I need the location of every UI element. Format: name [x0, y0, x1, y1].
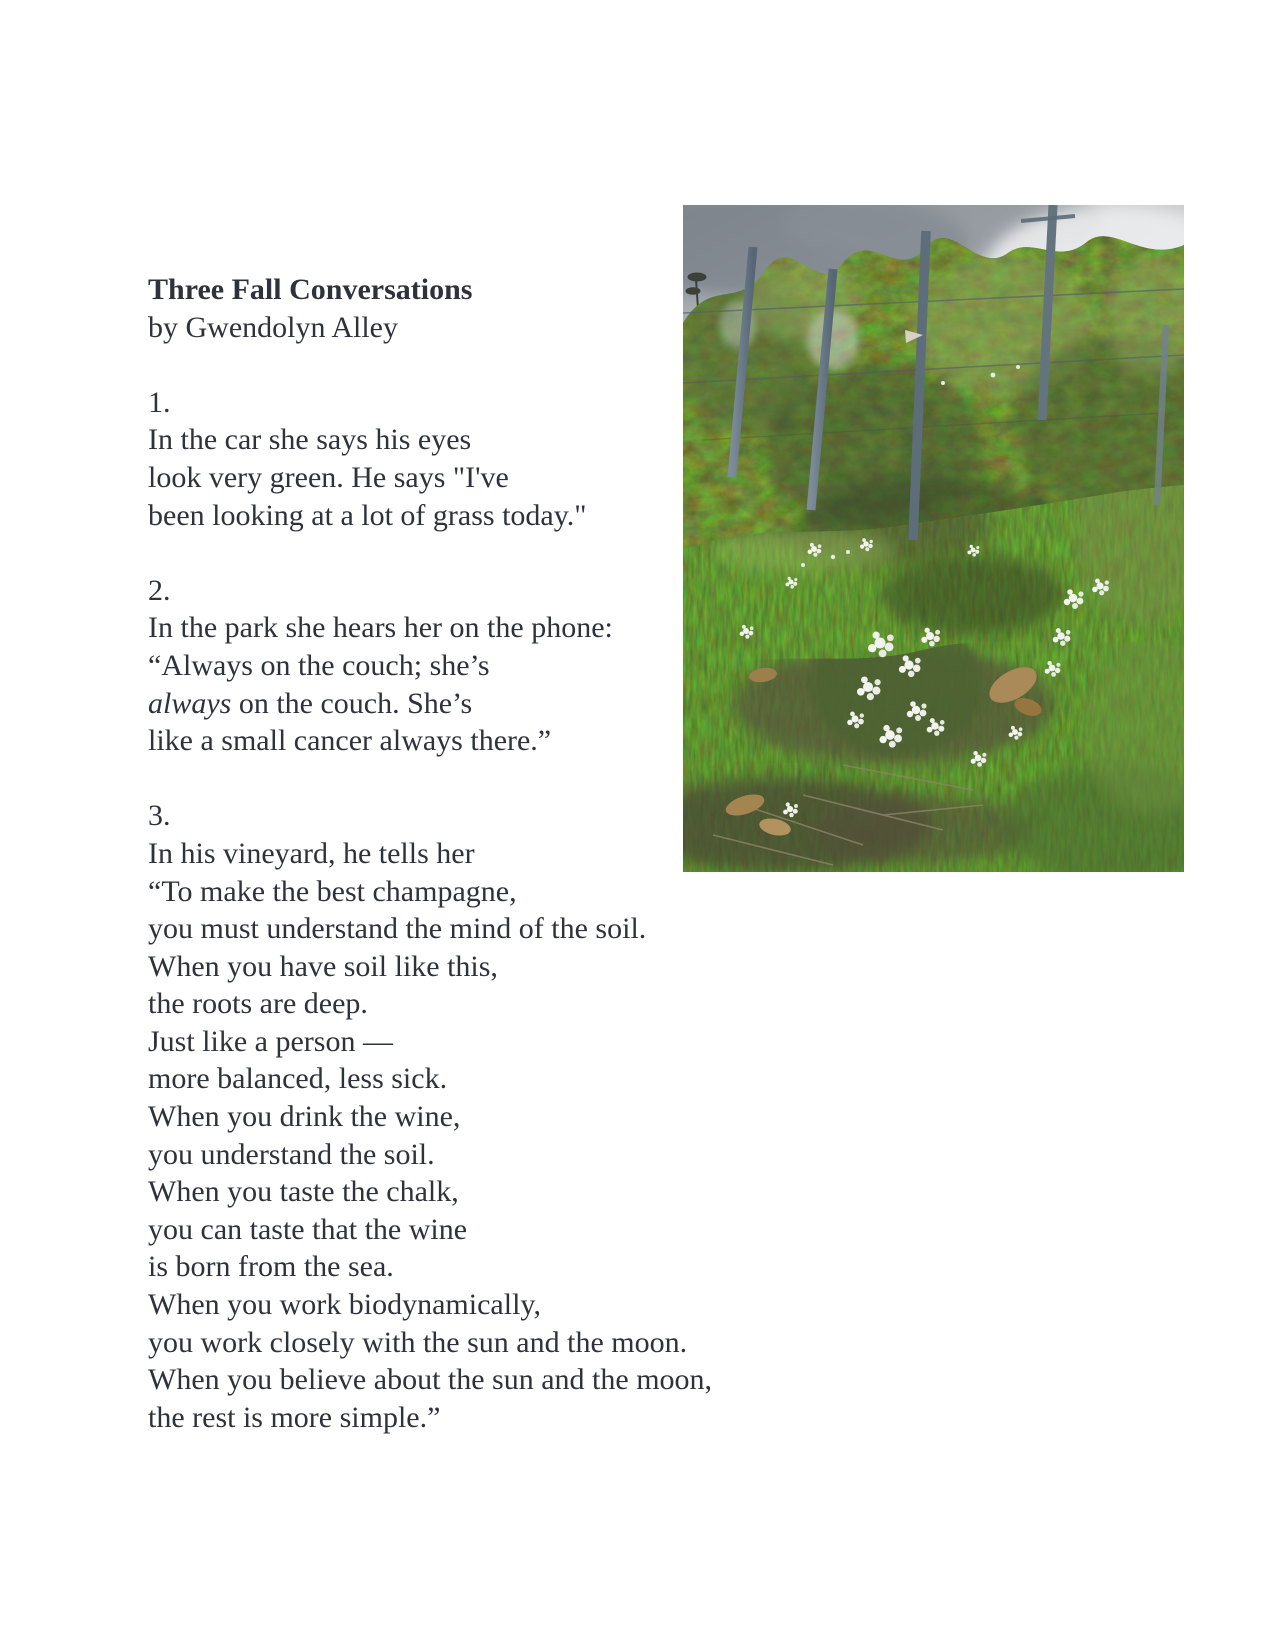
poem-stanzas — [148, 384, 712, 1437]
vineyard-photo — [683, 205, 1184, 872]
poem-line: Just like a person — — [148, 1024, 393, 1058]
poem-byline: by Gwendolyn Alley — [148, 310, 398, 344]
stanza-number: 1. — [148, 385, 171, 419]
stanza-number: 3. — [148, 799, 171, 833]
poem-stanza — [148, 384, 712, 534]
poem-line: In the park she hears her on the phone: — [148, 611, 613, 645]
poem-line: always on the couch. She’s — [148, 686, 473, 720]
poem-stanza — [148, 572, 712, 760]
poem-line: the roots are deep. — [148, 987, 368, 1021]
poem-line: “Always on the couch; she’s — [148, 648, 490, 682]
poem — [148, 271, 712, 1436]
poem-line: When you work biodynamically, — [148, 1288, 541, 1322]
stanza-number: 2. — [148, 573, 171, 607]
poem-line: you can taste that the wine — [148, 1212, 468, 1246]
poem-line: the rest is more simple.” — [148, 1400, 441, 1434]
poem-line: When you believe about the sun and the moon, — [148, 1363, 713, 1397]
poem-line: you must understand the mind of the soil. — [148, 912, 647, 946]
poem-line: look very green. He says "I've — [148, 460, 509, 494]
poem-line: When you have soil like this, — [148, 949, 498, 983]
poem-title: Three Fall Conversations — [148, 273, 473, 306]
poem-line: When you taste the chalk, — [148, 1175, 459, 1209]
poem-line: you understand the soil. — [148, 1137, 435, 1171]
poem-stanza — [148, 797, 712, 1436]
poem-line: In the car she says his eyes — [148, 423, 472, 457]
poem-line: more balanced, less sick. — [148, 1062, 448, 1096]
poem-line: is born from the sea. — [148, 1250, 394, 1284]
poem-line: When you drink the wine, — [148, 1100, 461, 1134]
poem-line: In his vineyard, he tells her — [148, 836, 475, 870]
poem-line: like a small cancer always there.” — [148, 724, 552, 758]
poem-line: “To make the best champagne, — [148, 874, 517, 908]
poem-line: been looking at a lot of grass today." — [148, 498, 587, 532]
poem-line: you work closely with the sun and the moon. — [148, 1325, 688, 1359]
